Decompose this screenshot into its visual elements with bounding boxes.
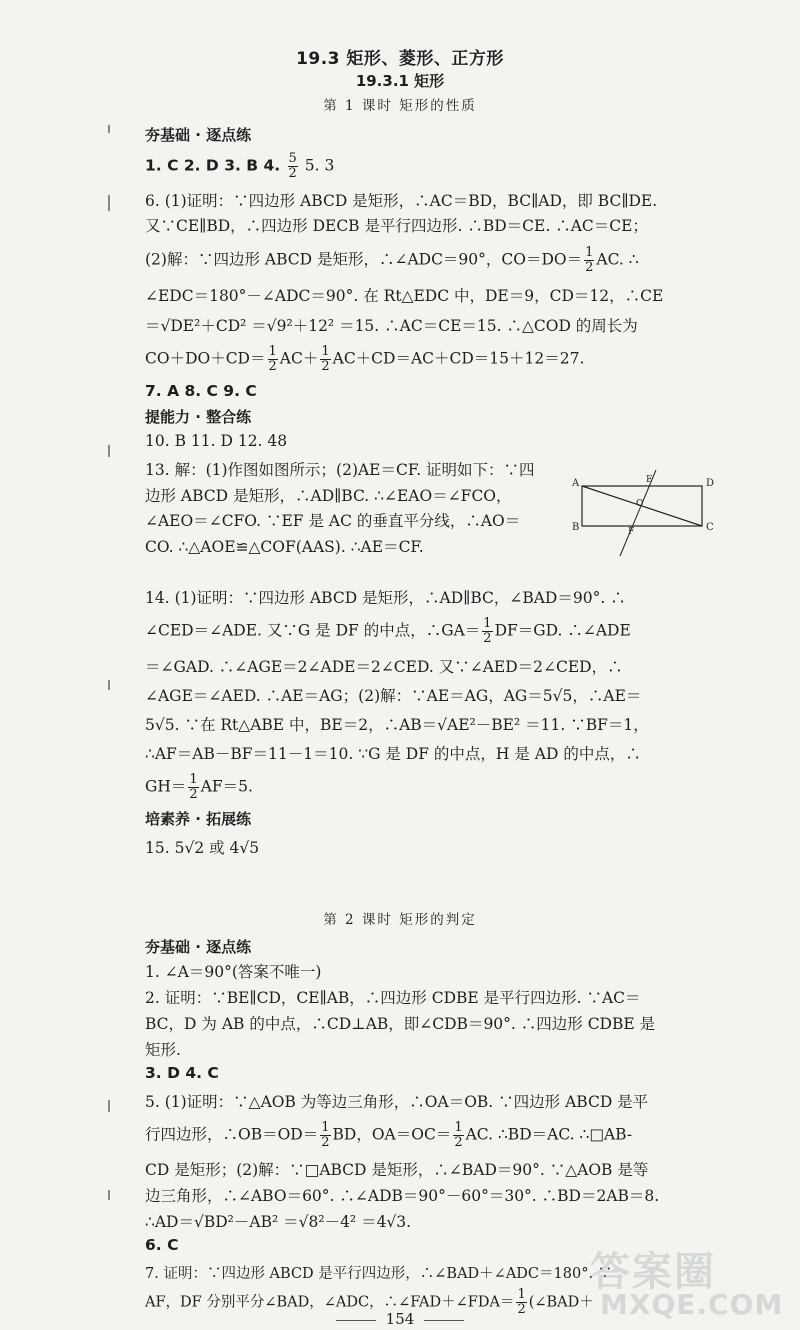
answer-line: 6. C xyxy=(145,1236,179,1254)
fraction: $\frac{1}{2}$ xyxy=(517,1287,526,1317)
label-e: E xyxy=(646,475,653,485)
page-number: 154 xyxy=(0,1310,800,1328)
answer-line: 6. (1)证明：∵四边形 ABCD 是矩形，∴AC＝BD，BC∥AD，即 BC∥DE. xyxy=(145,192,658,210)
answer-line: 14. (1)证明：∵四边形 ABCD 是矩形，∴AD∥BC，∠BAD＝90°. ∴ xyxy=(145,589,626,607)
answer-line: CO. ∴△AOE≌△COF(AAS). ∴AE＝CF. xyxy=(145,538,424,556)
lesson-title: 第 1 课时 矩形的性质 xyxy=(323,98,477,114)
answer-line: 2. 证明：∵BE∥CD，CE∥AB，∴四边形 CDBE 是平行四边形. ∵AC＝ xyxy=(145,989,641,1007)
fraction: $\frac{1}{2}$ xyxy=(483,616,492,646)
fraction: $\frac{1}{2}$ xyxy=(321,344,330,374)
answer-line: 15. 5√2 或 4√5 xyxy=(145,839,260,857)
answer-line: CO＋DO＋CD＝ $\frac{1}{2}$ AC＋ $\frac{1}{2}$ AC＋CD＝AC＋CD＝15＋12＝27. xyxy=(145,344,585,374)
label-c: C xyxy=(706,522,714,533)
answer-line: 7. A 8. C 9. C xyxy=(145,382,257,400)
margin-mark xyxy=(108,125,110,133)
lesson-title: 第 2 课时 矩形的判定 xyxy=(323,912,477,928)
fraction: $\frac{1}{2}$ xyxy=(454,1120,463,1150)
answer-line: 13. 解：(1)作图如图所示；(2)AE＝CF. 证明如下：∵四 xyxy=(145,461,535,479)
part-heading: 夯基础 · 逐点练 xyxy=(145,126,252,144)
answer-line: 3. D 4. C xyxy=(145,1064,219,1082)
fraction: $\frac{1}{2}$ xyxy=(321,1120,330,1150)
margin-mark xyxy=(108,1100,110,1112)
fraction: $\frac{1}{2}$ xyxy=(268,344,277,374)
answer-line: 5. (1)证明：∵△AOB 为等边三角形，∴OA＝OB. ∵四边形 ABCD 是平 xyxy=(145,1093,649,1111)
section-title: 19.3 矩形、菱形、正方形 xyxy=(296,49,504,69)
answer-line: 5√5. ∵在 Rt△ABE 中，BE＝2，∴AB＝√AE²－BE² ＝11. ∵BF＝1， xyxy=(145,716,649,734)
subsection-title: 19.3.1 矩形 xyxy=(355,72,445,90)
answer-line: 矩形. xyxy=(145,1041,181,1059)
answer-line: ∴AD＝√BD²－AB² ＝√8²－4² ＝4√3. xyxy=(145,1213,412,1231)
answer-line: CD 是矩形；(2)解：∵□ABCD 是矩形，∴∠BAD＝90°. ∵△AOB 是等 xyxy=(145,1161,649,1179)
answer-line: (2)解：∵四边形 ABCD 是矩形，∴∠ADC＝90°，CO＝DO＝ $\frac{1}{2}$ AC. ∴ xyxy=(145,245,639,275)
label-o: O xyxy=(636,499,644,509)
label-f: F xyxy=(628,527,635,537)
answer-line: ∠AGE＝∠AED. ∴AE＝AG；(2)解：∵AE＝AG，AG＝5√5，∴AE＝ xyxy=(145,687,642,705)
fraction: $\frac{1}{2}$ xyxy=(585,245,594,275)
margin-mark xyxy=(108,445,110,457)
answer-line: 10. B 11. D 12. 48 xyxy=(145,432,288,450)
answer-line: BC，D 为 AB 的中点，∴CD⊥AB，即∠CDB＝90°. ∴四边形 CDBE 是 xyxy=(145,1015,656,1033)
answer-line: AF，DF 分别平分∠BAD，∠ADC，∴∠FAD＋∠FDA＝ $\frac{1}{2}$ (∠BAD＋ xyxy=(145,1287,594,1317)
answer-line: ∠EDC＝180°－∠ADC＝90°. 在 Rt△EDC 中，DE＝9，CD＝12，∴CE xyxy=(145,287,664,305)
watermark-logo: 答案圈 MXQE.COM xyxy=(590,1249,784,1321)
answer-line: 1. ∠A＝90°(答案不唯一) xyxy=(145,963,322,981)
fraction: $\frac{5}{2}$ xyxy=(288,151,297,181)
margin-mark xyxy=(108,1190,110,1200)
label-a: A xyxy=(572,478,580,489)
margin-mark xyxy=(108,680,110,690)
answer-line: 边三角形，∴∠ABO＝60°. ∴∠ADB＝90°－60°＝30°. ∴BD＝2AB＝8. xyxy=(145,1187,660,1205)
label-d: D xyxy=(706,478,715,489)
rectangle-figure xyxy=(570,468,720,558)
answer-line: GH＝ $\frac{1}{2}$ AF＝5. xyxy=(145,772,253,802)
part-heading: 培素养 · 拓展练 xyxy=(145,810,252,828)
answer-line: 边形 ABCD 是矩形，∴AD∥BC. ∴∠EAO＝∠FCO， xyxy=(145,487,512,505)
answer-line: ∠AEO＝∠CFO. ∵EF 是 AC 的垂直平分线，∴AO＝ xyxy=(145,512,521,530)
answer-line: ＝√DE²＋CD² ＝√9²＋12² ＝15. ∴AC＝CE＝15. ∴△COD 的周长为 xyxy=(145,317,638,335)
answer-line: ∠CED＝∠ADE. 又∵G 是 DF 的中点，∴GA＝ $\frac{1}{2}$ DF＝GD. ∴∠ADE xyxy=(145,616,631,646)
answer-line: ＝∠GAD. ∴∠AGE＝2∠ADE＝2∠CED. 又∵∠AED＝2∠CED，∴ xyxy=(145,658,623,676)
part-heading: 夯基础 · 逐点练 xyxy=(145,938,252,956)
answer-line: 1. C 2. D 3. B 4. $\frac{5}{2}$ 5. 3 xyxy=(145,151,335,181)
answer-line: 又∵CE∥BD，∴四边形 DECB 是平行四边形. ∴BD＝CE. ∴AC＝CE； xyxy=(145,217,648,235)
part-heading: 提能力 · 整合练 xyxy=(145,408,252,426)
answer-line: 7. 证明：∵四边形 ABCD 是平行四边形，∴∠BAD＋∠ADC＝180°. ∵ xyxy=(145,1266,613,1282)
label-b: B xyxy=(572,522,580,533)
margin-mark xyxy=(108,195,110,211)
answer-line: 行四边形，∴OB＝OD＝ $\frac{1}{2}$ BD，OA＝OC＝ $\frac{1}{2}$ AC. ∴BD＝AC. ∴□AB- xyxy=(145,1120,633,1150)
fraction: $\frac{1}{2}$ xyxy=(189,772,198,802)
answer-line: ∴AF＝AB－BF＝11－1＝10. ∵G 是 DF 的中点，H 是 AD 的中点，∴ xyxy=(145,745,641,763)
